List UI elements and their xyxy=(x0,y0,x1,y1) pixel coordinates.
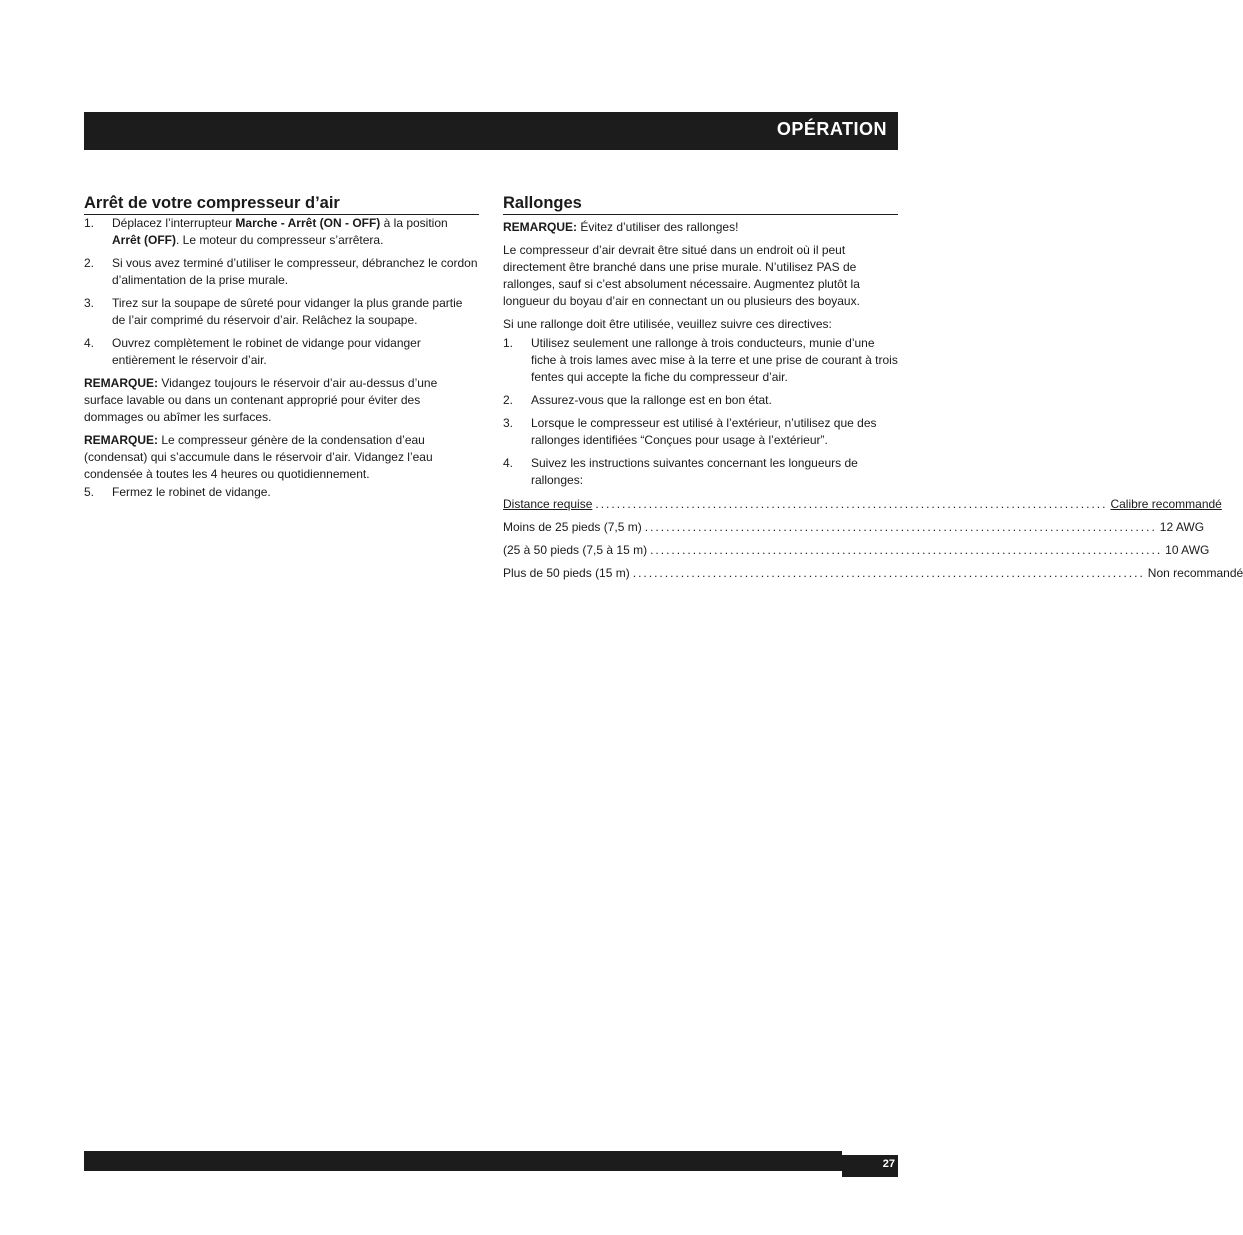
step-text: Lorsque le compresseur est utilisé à l’extérieur, n’utilisez que des rallonges identifiées “Conçues pour usage à l’extérieur”. xyxy=(531,416,877,447)
table-row xyxy=(503,519,1205,536)
list-item xyxy=(84,215,479,249)
step-text: Déplacez l’interrupteur xyxy=(112,216,236,230)
list-item xyxy=(84,335,479,369)
table-header-distance: Distance requise xyxy=(503,497,593,511)
note-label: REMARQUE: xyxy=(503,220,577,234)
right-column xyxy=(503,193,1243,582)
note-text: Vidangez toujours le réservoir d’air au-dessus d’une surface lavable ou dans un contenant approprié pour éviter des dommages ou abîmer les surfaces. xyxy=(84,376,438,424)
step-number: 5. xyxy=(84,485,95,499)
step-text: Utilisez seulement une rallonge à trois conducteurs, munie d’une fiche à trois lames avec mise à la terre et une prise de courant à trois fentes qui accepte la fiche du compresseur d’air. xyxy=(531,336,898,384)
step-text: Si vous avez terminé d’utiliser le compresseur, débranchez le cordon d’alimentation de la prise murale. xyxy=(112,256,478,287)
step-text: Ouvrez complètement le robinet de vidange pour vidanger entièrement le réservoir d’air. xyxy=(112,336,421,367)
table-row xyxy=(503,565,1243,582)
step-number: 3. xyxy=(503,416,514,430)
table-cell-gauge: 10 AWG xyxy=(1165,543,1210,557)
table-cell-gauge: 12 AWG xyxy=(1159,520,1205,534)
step-number: 2. xyxy=(84,256,95,270)
paragraph-guidelines: Si une rallonge doit être utilisée, veuillez suivre ces directives: xyxy=(503,317,832,331)
note-label: REMARQUE: xyxy=(84,376,158,390)
page-number: 27 xyxy=(882,1158,895,1170)
gauge-table-header xyxy=(503,496,1222,513)
right-heading: Rallonges xyxy=(503,193,898,215)
section-title: OPÉRATION xyxy=(776,119,887,139)
step-number: 3. xyxy=(84,296,95,310)
note-condensation xyxy=(84,432,479,483)
table-header-gauge: Calibre recommandé xyxy=(1110,497,1222,511)
left-column xyxy=(84,193,479,501)
table-cell-distance: Moins de 25 pieds (7,5 m) xyxy=(503,520,642,534)
note-text: Le compresseur génère de la condensation d’eau (condensat) qui s’accumule dans le réservoir d’air. Vidangez l’eau condensée à toutes les 4 heures ou quotidiennement. xyxy=(84,433,433,481)
table-cell-distance: Plus de 50 pieds (15 m) xyxy=(503,566,630,580)
dot-leader: ................................................................................................ xyxy=(650,543,1163,557)
list-item xyxy=(503,335,898,386)
paragraph-placement: Le compresseur d’air devrait être situé dans un endroit où il peut directement être branché dans une prise murale. N’utilisez PAS de rallonges, sauf si c’est absolument nécessaire. Augmentez plutôt la longueur du boyau d’air en connectant un ou plusieurs des boyaux. xyxy=(503,243,860,308)
step-bold: Marche - Arrêt (ON - OFF) xyxy=(235,216,381,230)
gauge-table xyxy=(503,496,1243,582)
footer-bar xyxy=(84,1151,842,1171)
note-label: REMARQUE: xyxy=(84,433,158,447)
list-item xyxy=(503,392,898,409)
step-text: Assurez-vous que la rallonge est en bon état. xyxy=(531,393,772,407)
note-avoid-extensions xyxy=(503,219,898,236)
list-item xyxy=(84,295,479,329)
list-item xyxy=(84,484,479,501)
step-text: à la position xyxy=(380,216,448,230)
left-heading: Arrêt de votre compresseur d’air xyxy=(84,193,479,215)
list-item xyxy=(84,255,479,289)
step-number: 2. xyxy=(503,393,514,407)
list-item xyxy=(503,455,898,489)
shutdown-steps xyxy=(84,215,479,369)
table-cell-gauge: Non recommandé xyxy=(1147,566,1243,580)
list-item xyxy=(503,415,898,449)
note-drain-surface xyxy=(84,375,479,426)
step-text: . Le moteur du compresseur s’arrêtera. xyxy=(176,233,384,247)
section-header-bar xyxy=(84,112,898,150)
dot-leader: ................................................................................................ xyxy=(632,566,1145,580)
table-row xyxy=(503,542,1210,559)
note-text: Évitez d’utiliser des rallonges! xyxy=(577,220,739,234)
step-text: Fermez le robinet de vidange. xyxy=(112,485,271,499)
table-cell-distance: (25 à 50 pieds (7,5 à 15 m) xyxy=(503,543,648,557)
step-text: Suivez les instructions suivantes concernant les longueurs de rallonges: xyxy=(531,456,858,487)
extension-steps xyxy=(503,335,898,489)
dot-leader: ................................................................................................ xyxy=(644,520,1157,534)
dot-leader: ................................................................................................ xyxy=(595,497,1108,511)
step-bold: Arrêt (OFF) xyxy=(112,233,176,247)
step-number: 1. xyxy=(503,336,514,350)
step-number: 4. xyxy=(84,336,95,350)
page-number-box xyxy=(842,1155,898,1177)
step-number: 4. xyxy=(503,456,514,470)
step-text: Tirez sur la soupape de sûreté pour vidanger la plus grande partie de l’air comprimé du réservoir d’air. Relâchez la soupape. xyxy=(112,296,463,327)
step-number: 1. xyxy=(84,216,95,230)
